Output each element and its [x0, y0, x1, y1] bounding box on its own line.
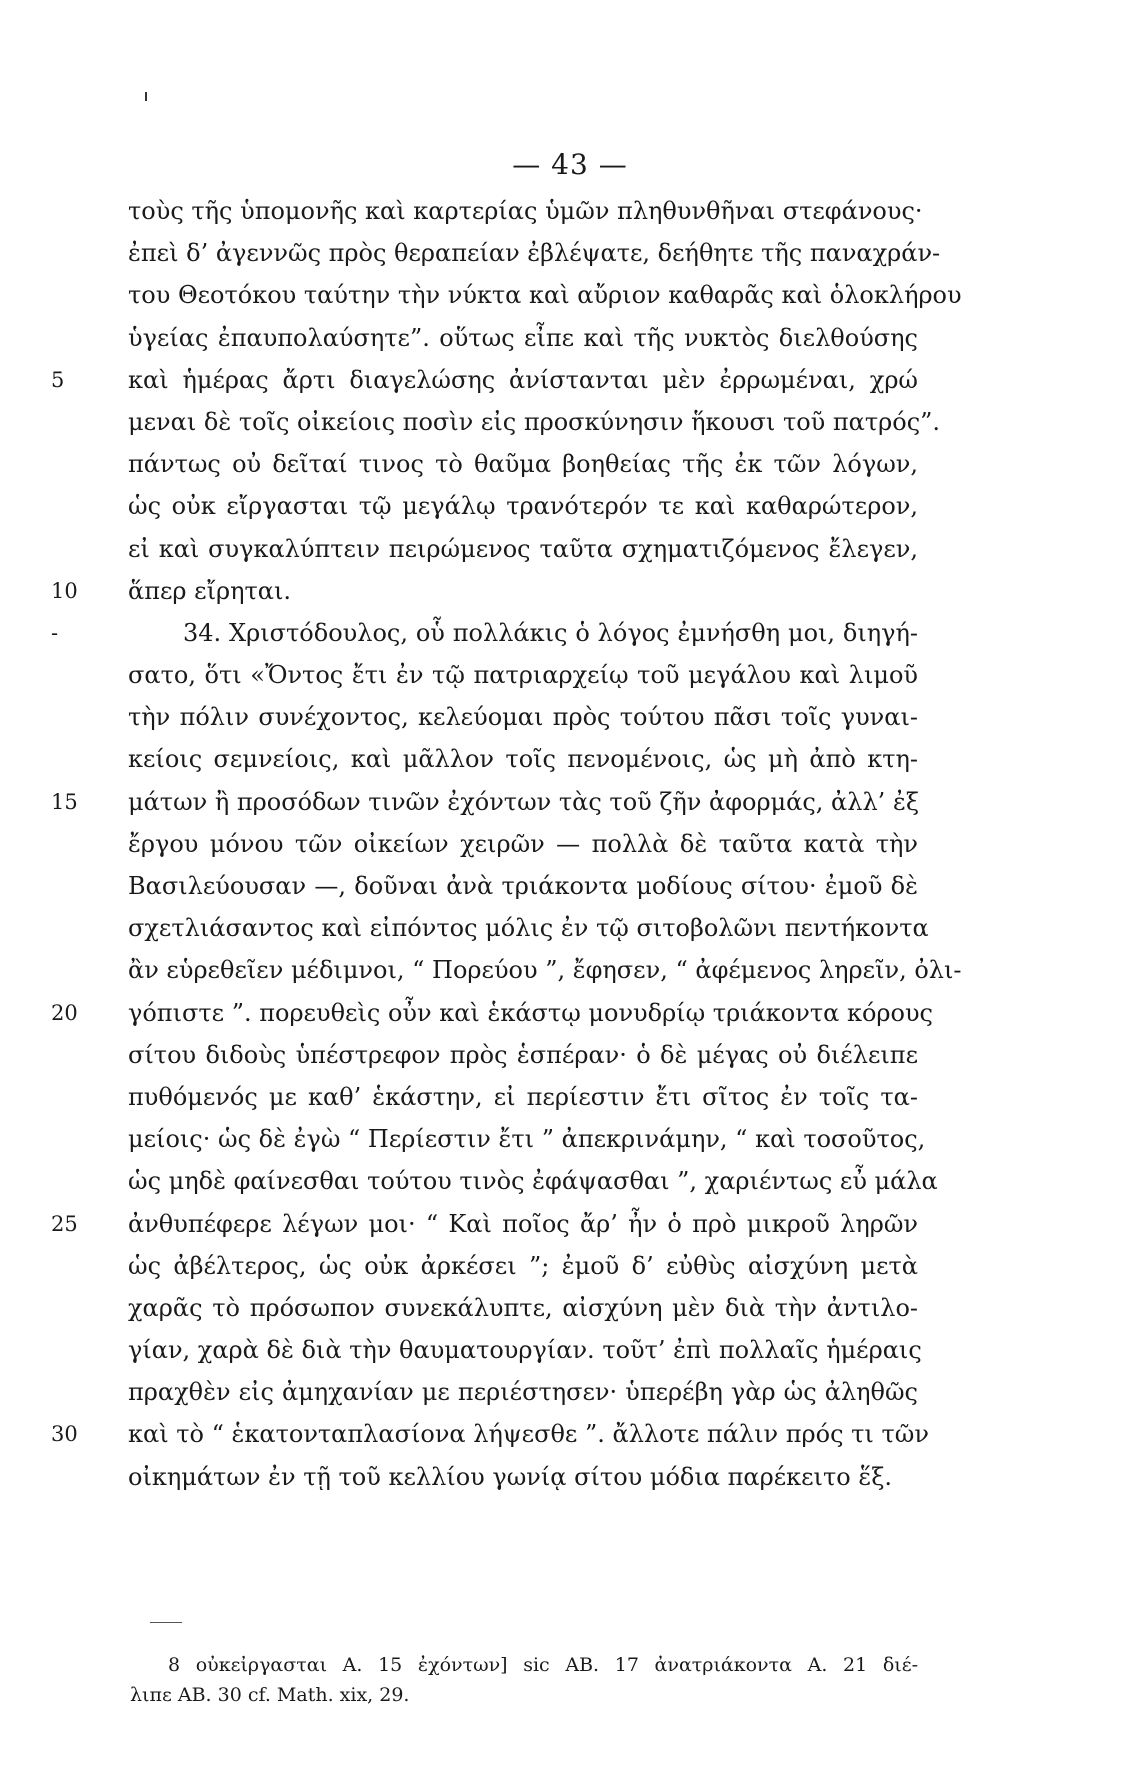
text-line: ἔργου μόνου τῶν οἰκείων χειρῶν — πολλὰ δὲ ταῦτα κατὰ τὴν	[128, 829, 918, 858]
text-line: σατο, ὅτι «Ὄντος ἔτι ἐν τῷ πατριαρχείῳ τοῦ μεγάλου καὶ λιμοῦ	[128, 661, 918, 690]
text-line: 25 ἀνθυπέφερε λέγων μοι· “ Καὶ ποῖος ἄρ’ ἦν ὁ πρὸ μικροῦ ληρῶν	[128, 1203, 918, 1245]
main-text	[51, 190, 962, 1498]
text-line: ὡς ἀβέλτερος, ὡς οὐκ ἀρκέσει ”; ἐμοῦ δ’ εὐθὺς αἰσχύνη μετὰ	[128, 1251, 918, 1280]
text-line: κείοις σεμνείοις, καὶ μᾶλλον τοῖς πενομένοις, ὡς μὴ ἀπὸ κτη-	[128, 745, 918, 774]
line-number: 25	[51, 1211, 78, 1236]
print-speck	[145, 92, 147, 101]
page-number: — 43 —	[512, 148, 628, 181]
text-line: μείοις· ὡς δὲ ἐγὼ “ Περίεστιν ἔτι ” ἀπεκρινάμην, “ καὶ τοσοῦτος,	[128, 1125, 926, 1154]
text-line: εἰ καὶ συγκαλύπτειν πειρώμενος ταῦτα σχηματιζόμενος ἔλεγεν,	[128, 534, 918, 563]
line-number: 5	[51, 367, 65, 392]
text-line: πυθόμενός με καθ’ ἑκάστην, εἰ περίεστιν ἔτι σῖτος ἐν τοῖς τα-	[128, 1082, 918, 1111]
line-number: 30	[51, 1422, 78, 1447]
text-line: γίαν, χαρὰ δὲ διὰ τὴν θαυματουργίαν. τοῦτ’ ἐπὶ πολλαῖς ἡμέραις	[128, 1336, 922, 1365]
text-line: σίτου διδοὺς ὑπέστρεφον πρὸς ἑσπέραν· ὁ δὲ μέγας οὐ διέλειπε	[128, 1040, 918, 1069]
text-line: ὑγείας ἐπαυπολαύσητε”. οὕτως εἶπε καὶ τῆς νυκτὸς διελθούσης	[128, 323, 918, 352]
text-line: 20 γόπιστε ”. πορευθεὶς οὖν καὶ ἑκάστῳ μονυδρίῳ τριάκοντα κόρους	[128, 992, 918, 1034]
text-line: 15 μάτων ἢ προσόδων τινῶν ἐχόντων τὰς τοῦ ζῆν ἀφορμάς, ἀλλ’ ἐξ	[128, 781, 918, 823]
line-number: 20	[51, 1000, 78, 1025]
footnote-rule	[150, 1622, 182, 1623]
text-line: πάντως οὐ δεῖταί τινος τὸ θαῦμα βοηθείας τῆς ἐκ τῶν λόγων,	[128, 450, 918, 479]
text-line: οἰκημάτων ἐν τῇ τοῦ κελλίου γωνίᾳ σίτου μόδια παρέκειτο ἕξ.	[128, 1462, 893, 1491]
footnote-line: λιπε AB. 30 cf. Math. xix, 29.	[130, 1684, 410, 1706]
text-line: τὴν πόλιν συνέχοντος, κελεύομαι πρὸς τούτου πᾶσι τοῖς γυναι-	[128, 703, 918, 732]
text-line: του Θεοτόκου ταύτην τὴν νύκτα καὶ αὔριον καθαρᾶς καὶ ὁλοκλήρου	[128, 281, 962, 310]
text-line: ἂν εὑρεθεῖεν μέδιμνοι, “ Πορεύου ”, ἔφησεν, “ ἀφέμενος ληρεῖν, ὀλι-	[128, 956, 962, 985]
line-number: -	[51, 620, 59, 645]
text-line: μεναι δὲ τοῖς οἰκείοις ποσὶν εἰς προσκύνησιν ἥκουσι τοῦ πατρός”.	[128, 407, 941, 436]
text-line: 30 καὶ τὸ “ ἑκατονταπλασίονα λήψεσθε ”. ἄλλοτε πάλιν πρός τι τῶν	[128, 1413, 918, 1455]
footnotes	[130, 1650, 918, 1710]
footnote-line: 8 οὐκεἰργασται A. 15 ἐχόντων] sic AB. 17 ἀνατριάκοντα A. 21 διέ-	[168, 1654, 918, 1676]
text-line: ὡς μηδὲ φαίνεσθαι τούτου τινὸς ἐφάψασθαι ”, χαριέντως εὖ μάλα	[128, 1167, 938, 1196]
line-number: 10	[51, 578, 78, 603]
line-number: 15	[51, 789, 78, 814]
text-line: χαρᾶς τὸ πρόσωπον συνεκάλυπτε, αἰσχύνη μὲν διὰ τὴν ἀντιλο-	[128, 1293, 918, 1322]
text-line: πραχθὲν εἰς ἀμηχανίαν με περιέστησεν· ὑπερέβη γὰρ ὡς ἀληθῶς	[128, 1378, 918, 1407]
text-line: 5 καὶ ἡμέρας ἄρτι διαγελώσης ἀνίστανται μὲν ἐρρωμέναι, χρώ	[128, 359, 918, 401]
text-line: σχετλιάσαντος καὶ εἰπόντος μόλις ἐν τῷ σιτοβολῶνι πεντήκοντα	[128, 914, 929, 943]
text-line: - 34. Χριστόδουλος, οὗ πολλάκις ὁ λόγος ἐμνήσθη μοι, διηγή-	[128, 612, 918, 654]
text-line: Βασιλεύουσαν —, δοῦναι ἀνὰ τριάκοντα μοδίους σίτου· ἐμοῦ δὲ	[128, 872, 918, 900]
text-line: τοὺς τῆς ὑπομονῆς καὶ καρτερίας ὑμῶν πληθυνθῆναι στεφάνους·	[128, 197, 923, 225]
text-line: ὡς οὐκ εἴργασται τῷ μεγάλῳ τρανότερόν τε καὶ καθαρώτερον,	[128, 492, 918, 521]
text-line: 10 ἅπερ εἴρηται.	[128, 570, 918, 612]
text-line: ἐπεὶ δ’ ἀγεννῶς πρὸς θεραπείαν ἐβλέψατε, δεήθητε τῆς παναχράν-	[128, 239, 941, 268]
